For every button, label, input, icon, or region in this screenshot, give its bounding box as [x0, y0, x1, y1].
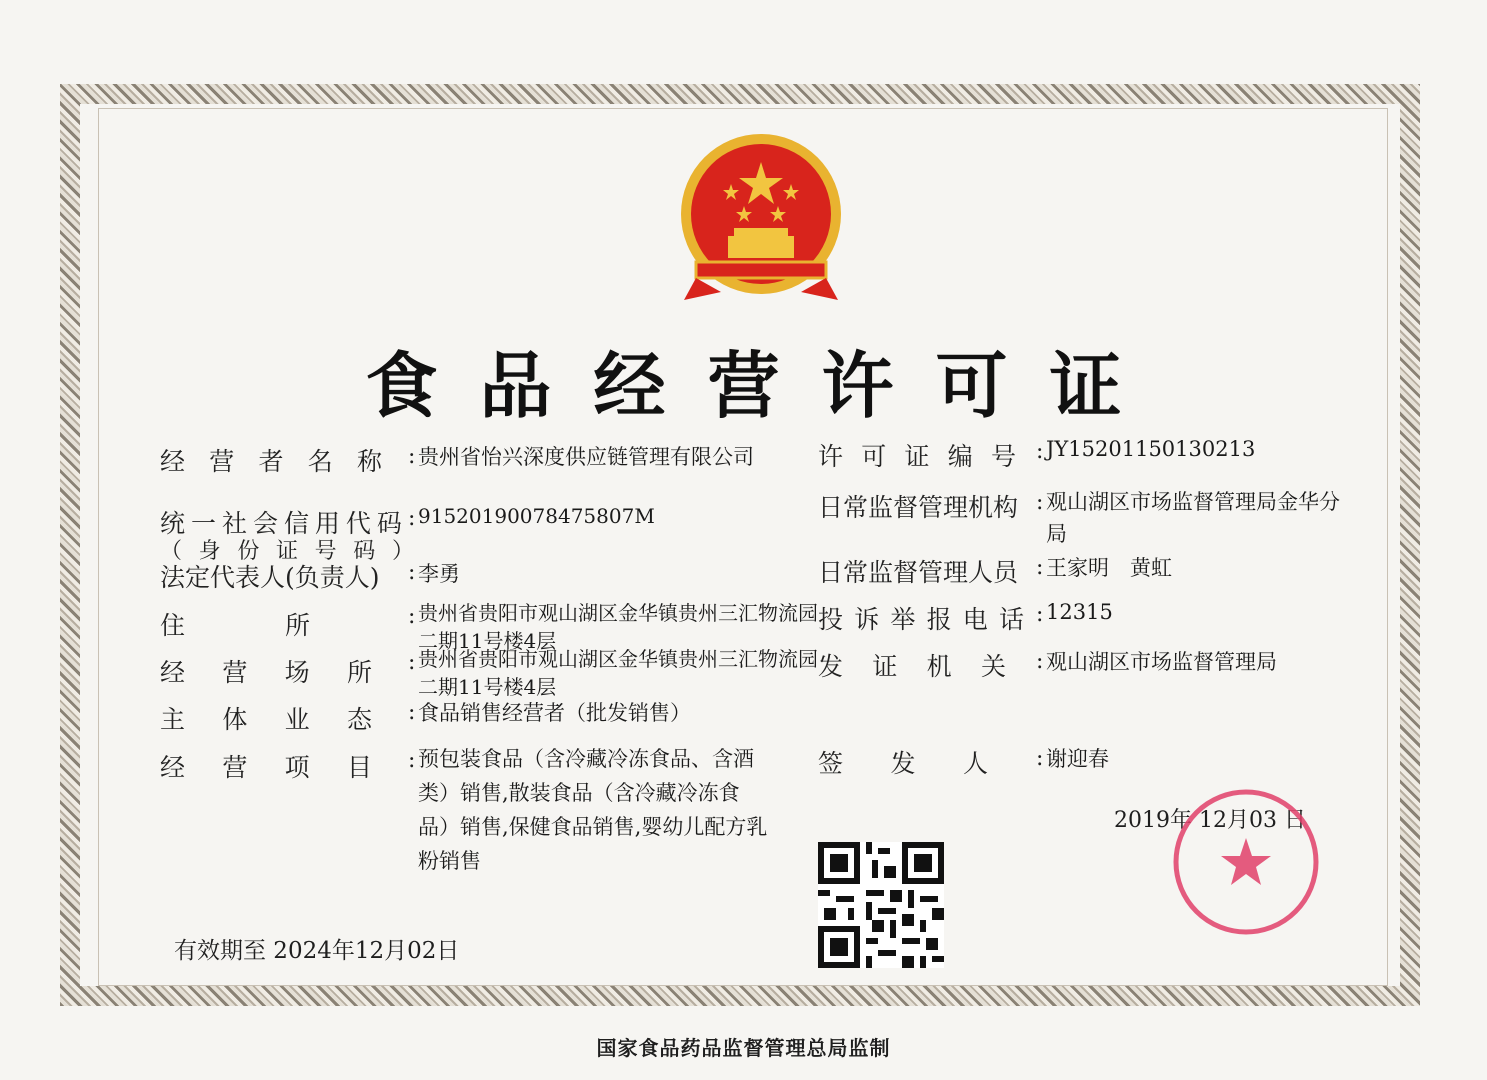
label-business-items: 经 营 项 目	[160, 753, 372, 782]
official-seal-icon	[1170, 786, 1322, 938]
validity-period: 有效期至 2024年12月02日	[174, 938, 460, 964]
business-items-line3: 品）销售,保健食品销售,婴幼儿配方乳	[418, 815, 768, 839]
domicile-line2: 二期11号楼4层	[418, 629, 557, 653]
domicile-line1: 贵州省贵阳市观山湖区金华镇贵州三汇物流园	[418, 601, 818, 625]
label-issuer: 签 发 人	[818, 749, 988, 778]
supervisors-value: 王家明 黄虹	[1046, 556, 1172, 580]
business-items-line1: 预包装食品（含冷藏冷冻食品、含酒	[418, 747, 754, 771]
label-credit-code: 统 一 社 会 信 用 代 码	[160, 509, 402, 538]
label-domicile: 住 所	[160, 611, 310, 640]
label-supervision-agency: 日常监督管理机构	[818, 493, 1019, 522]
label-legal-rep: 法定代表人(负责人)	[160, 563, 380, 592]
label-premises: 经 营 场 所	[160, 658, 372, 687]
credit-code-value: 91520190078475807M	[418, 504, 655, 528]
supervision-agency-line1: 观山湖区市场监督管理局金华分	[1046, 490, 1340, 514]
label-operator-name: 经 营 者 名 称	[160, 447, 382, 476]
national-emblem-icon	[676, 132, 846, 307]
premises-line2: 二期11号楼4层	[418, 675, 557, 699]
business-items-line2: 类）销售,散装食品（含冷藏冷冻食	[418, 781, 740, 805]
operator-name-value: 贵州省怡兴深度供应链管理有限公司	[418, 445, 754, 469]
issue-date: 2019年 12月03 日	[1114, 808, 1306, 833]
license-number-value: JY15201150130213	[1046, 437, 1256, 461]
business-items-line4: 粉销售	[418, 849, 481, 873]
label-license-number: 许 可 证 编 号	[818, 442, 1016, 471]
supervision-agency-line2: 局	[1046, 522, 1067, 546]
legal-rep-value: 李勇	[418, 562, 460, 586]
label-business-type: 主 体 业 态	[160, 705, 372, 734]
qr-code-icon	[818, 842, 944, 968]
certificate-title: 食品经营许可证	[365, 343, 1164, 428]
complaint-phone-value: 12315	[1046, 600, 1113, 624]
label-complaint-phone: 投 诉 举 报 电 话	[818, 605, 1024, 634]
label-issuing-authority: 发 证 机 关	[818, 652, 1006, 681]
issuer-value: 谢迎春	[1046, 747, 1109, 771]
footer-supervisor: 国家食品药品监督管理总局监制	[596, 1036, 891, 1060]
label-id-number: （ 身 份 证 号 码 ）	[160, 539, 414, 564]
issuing-authority-value: 观山湖区市场监督管理局	[1046, 650, 1277, 674]
premises-line1: 贵州省贵阳市观山湖区金华镇贵州三汇物流园	[418, 647, 818, 671]
label-supervisors: 日常监督管理人员	[818, 558, 1019, 587]
business-type-value: 食品销售经营者（批发销售）	[418, 701, 691, 725]
